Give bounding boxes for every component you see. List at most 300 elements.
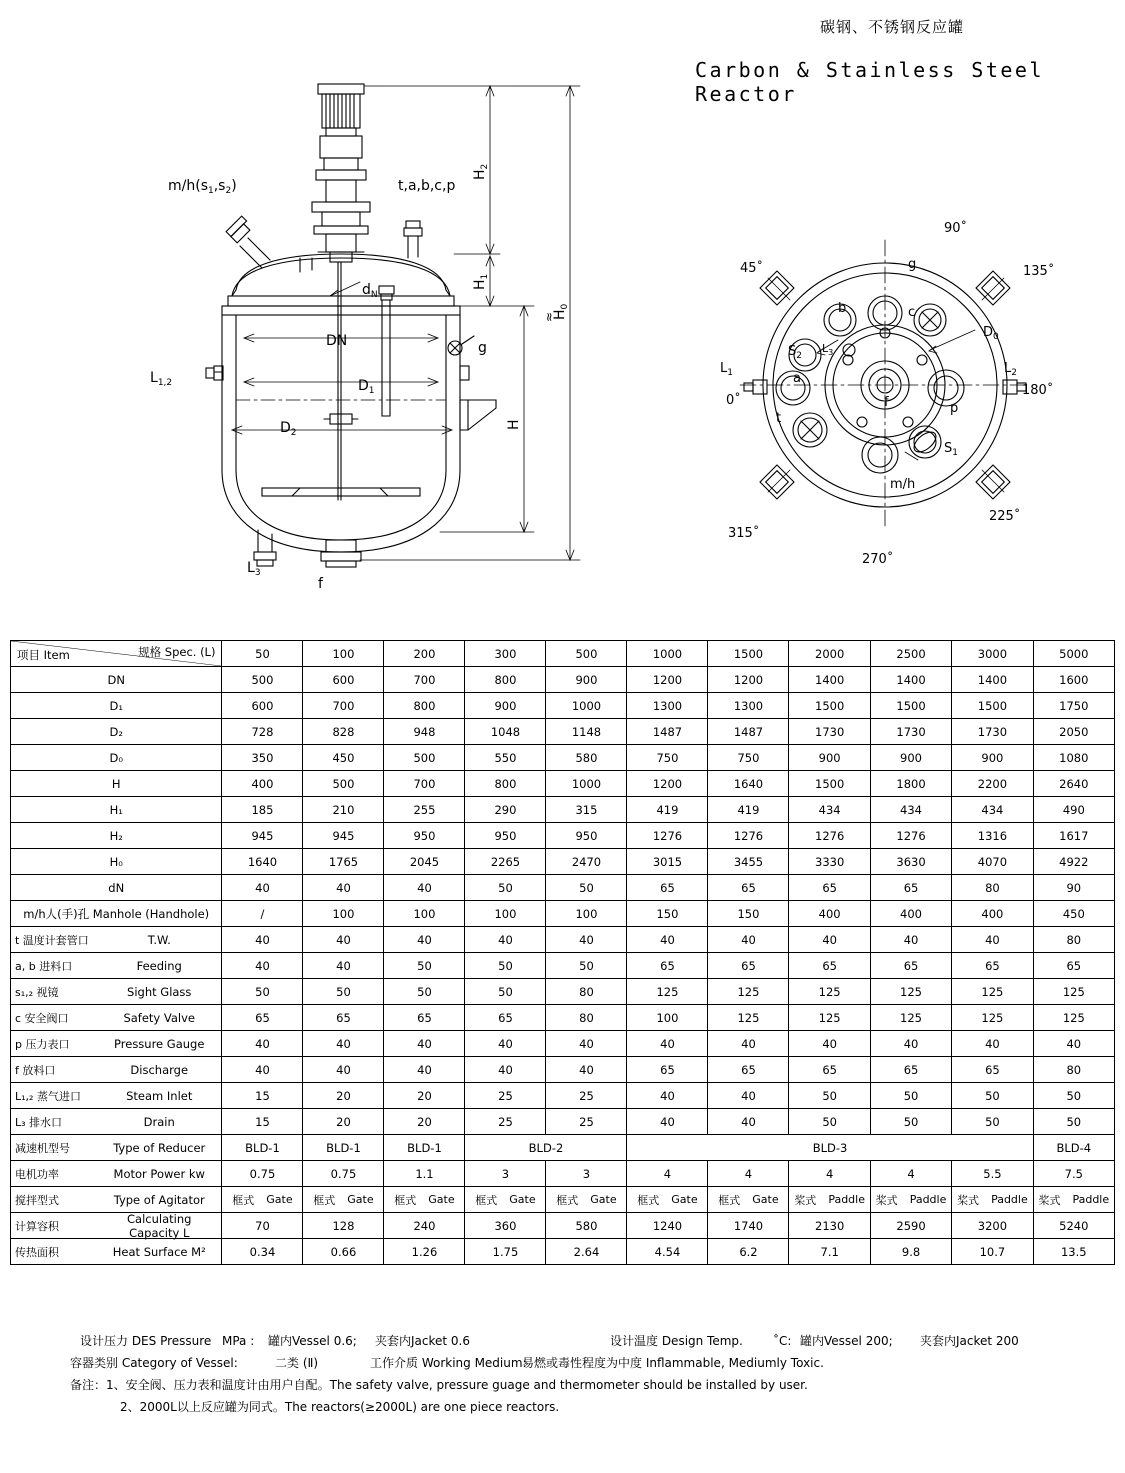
table-cell: 25	[546, 1083, 627, 1109]
table-cell: 80	[546, 979, 627, 1005]
table-cell: 40	[384, 1057, 465, 1083]
table-cell: 700	[384, 771, 465, 797]
table-cell: 400	[789, 901, 870, 927]
table-cell: 50	[1033, 1109, 1114, 1135]
table-cell: 80	[952, 875, 1033, 901]
table-cell: 40	[303, 875, 384, 901]
table-cell: 2470	[546, 849, 627, 875]
table-cell: 40	[627, 1031, 708, 1057]
table-cell: 125	[789, 1005, 870, 1031]
table-row	[11, 927, 1115, 953]
table-cell: 580	[546, 1213, 627, 1239]
table-cell: 400	[222, 771, 303, 797]
page-title-en: Carbon & Stainless Steel Reactor	[695, 58, 1044, 106]
table-cell: 900	[789, 745, 870, 771]
table-row	[11, 953, 1115, 979]
svg-text:225˚: 225˚	[989, 509, 1021, 524]
svg-text:dN: $d_N$	[362, 282, 378, 300]
table-cell: 1740	[708, 1213, 789, 1239]
note-category-value: 二类 (Ⅱ)	[275, 1356, 319, 1370]
spec-header-label: 规格 Spec. (L)	[138, 645, 216, 659]
table-cell: 950	[465, 823, 546, 849]
table-cell: 125	[952, 979, 1033, 1005]
table-cell: 15	[222, 1083, 303, 1109]
table-cell: 945	[222, 823, 303, 849]
table-cell: 1400	[789, 667, 870, 693]
column-header: 1000	[627, 641, 708, 667]
svg-text:g: g	[478, 340, 487, 356]
front-view-reactor	[206, 84, 580, 567]
table-cell: 65	[465, 1005, 546, 1031]
notes-block	[10, 1330, 1115, 1418]
column-header: 5000	[1033, 641, 1114, 667]
svg-text:H2: $H_2$	[472, 163, 490, 180]
svg-text:180˚: 180˚	[1022, 383, 1054, 398]
table-cell: 50	[384, 953, 465, 979]
table-cell: 65	[952, 953, 1033, 979]
table-cell: 15	[222, 1109, 303, 1135]
table-cell: 3	[546, 1161, 627, 1187]
table-row-capacity	[11, 1213, 1115, 1239]
table-cell: 0.34	[222, 1239, 303, 1265]
table-cell: 65	[1033, 953, 1114, 979]
table-cell: 桨式 Paddle	[789, 1187, 870, 1213]
table-cell: 1.75	[465, 1239, 546, 1265]
table-cell: 65	[870, 953, 951, 979]
table-cell: 25	[546, 1109, 627, 1135]
table-cell: BLD-1	[303, 1135, 384, 1161]
table-cell: 80	[1033, 1057, 1114, 1083]
table-cell: 450	[303, 745, 384, 771]
table-cell: 1.1	[384, 1161, 465, 1187]
table-cell: 900	[546, 667, 627, 693]
table-cell: 1730	[789, 719, 870, 745]
table-cell: 框式 Gate	[546, 1187, 627, 1213]
svg-text:315˚: 315˚	[728, 526, 760, 541]
table-cell: 65	[384, 1005, 465, 1031]
row-header: a, b 进料口 Feeding	[11, 953, 222, 979]
table-cell: 80	[546, 1005, 627, 1031]
row-header: D₀	[11, 745, 222, 771]
table-cell: 40	[952, 1031, 1033, 1057]
table-cell: 1240	[627, 1213, 708, 1239]
spec-table	[10, 640, 1115, 1265]
table-cell: 40	[222, 1031, 303, 1057]
table-cell: 1400	[952, 667, 1033, 693]
svg-text:g: g	[908, 257, 917, 272]
table-cell: 40	[222, 953, 303, 979]
svg-text:H1: $H_1$	[472, 273, 490, 290]
table-cell: 500	[303, 771, 384, 797]
table-row	[11, 667, 1115, 693]
svg-text:S1: $S_1$	[944, 441, 958, 458]
table-cell: 40	[870, 1031, 951, 1057]
table-cell: 1276	[789, 823, 870, 849]
table-cell: 桨式 Paddle	[952, 1187, 1033, 1213]
table-row	[11, 823, 1115, 849]
table-corner-cell	[11, 641, 222, 667]
table-cell: 350	[222, 745, 303, 771]
svg-text:f: f	[318, 576, 323, 592]
table-cell: 40	[384, 1031, 465, 1057]
table-cell: 419	[627, 797, 708, 823]
table-cell: 40	[789, 927, 870, 953]
table-cell: 1600	[1033, 667, 1114, 693]
table-cell: 1200	[627, 667, 708, 693]
svg-text:135˚: 135˚	[1023, 264, 1055, 279]
table-cell: 0.66	[303, 1239, 384, 1265]
row-header: 减速机型号 Type of Reducer	[11, 1135, 222, 1161]
table-cell: 1300	[708, 693, 789, 719]
page-title-cn: 碳钢、不锈钢反应罐	[820, 18, 965, 36]
table-cell: 125	[870, 1005, 951, 1031]
table-cell: 65	[303, 1005, 384, 1031]
column-header: 300	[465, 641, 546, 667]
table-cell: 750	[627, 745, 708, 771]
table-cell: 550	[465, 745, 546, 771]
column-header: 100	[303, 641, 384, 667]
table-cell: 5240	[1033, 1213, 1114, 1239]
table-cell: /	[222, 901, 303, 927]
table-cell: 3630	[870, 849, 951, 875]
table-row-motor	[11, 1161, 1115, 1187]
table-cell: 950	[546, 823, 627, 849]
table-cell: 750	[708, 745, 789, 771]
table-cell: 240	[384, 1213, 465, 1239]
note-vessel-pressure: 罐内Vessel 0.6;	[268, 1334, 357, 1348]
top-view-reactor	[740, 240, 1030, 530]
table-cell: 20	[384, 1083, 465, 1109]
svg-text:S2: $S_2$	[788, 344, 802, 361]
row-header: 搅拌型式 Type of Agitator	[11, 1187, 222, 1213]
table-cell: 125	[1033, 979, 1114, 1005]
table-cell: 65	[222, 1005, 303, 1031]
table-cell: 1730	[870, 719, 951, 745]
table-cell: 50	[1033, 1083, 1114, 1109]
table-cell: 125	[708, 1005, 789, 1031]
table-row-agitator	[11, 1187, 1115, 1213]
table-cell: 100	[627, 1005, 708, 1031]
table-cell: 1000	[546, 693, 627, 719]
table-cell: 40	[384, 875, 465, 901]
svg-text:D1: $D_1$	[358, 378, 375, 396]
note-remark-2: 2、2000L以上反应罐为同式。The reactors(≥2000L) are one piece reactors.	[120, 1400, 560, 1414]
table-cell: 125	[708, 979, 789, 1005]
table-cell: 2.64	[546, 1239, 627, 1265]
table-cell: 40	[303, 1057, 384, 1083]
svg-text:≈: ≈	[542, 311, 556, 322]
table-cell: 50	[870, 1083, 951, 1109]
svg-text:D2: $D_2$	[280, 420, 297, 438]
table-cell: 828	[303, 719, 384, 745]
svg-text:H: H	[506, 419, 522, 430]
table-cell: 65	[789, 875, 870, 901]
svg-text:0˚: 0˚	[726, 393, 741, 408]
column-header: 2000	[789, 641, 870, 667]
table-cell: 65	[870, 1057, 951, 1083]
table-cell: 1487	[708, 719, 789, 745]
table-cell: BLD-2	[465, 1135, 627, 1161]
table-cell: BLD-1	[384, 1135, 465, 1161]
table-row	[11, 1005, 1115, 1031]
table-cell: 150	[708, 901, 789, 927]
table-cell: 4	[627, 1161, 708, 1187]
table-cell: 50	[789, 1083, 870, 1109]
table-cell: 900	[465, 693, 546, 719]
table-row	[11, 901, 1115, 927]
note-jacket-temp: 夹套内Jacket 200	[920, 1334, 1019, 1348]
table-cell: 4	[708, 1161, 789, 1187]
column-header: 1500	[708, 641, 789, 667]
row-header: L₁,₂ 蒸气进口 Steam Inlet	[11, 1083, 222, 1109]
table-cell: 25	[465, 1083, 546, 1109]
table-cell: BLD-4	[1033, 1135, 1114, 1161]
table-cell: 2130	[789, 1213, 870, 1239]
table-cell: 1765	[303, 849, 384, 875]
table-cell: 40	[627, 1109, 708, 1135]
table-cell: 210	[303, 797, 384, 823]
table-cell: 40	[870, 927, 951, 953]
table-cell: 600	[303, 667, 384, 693]
table-cell: 800	[384, 693, 465, 719]
table-cell: 1200	[708, 667, 789, 693]
table-cell: 65	[627, 953, 708, 979]
svg-text:t: t	[776, 411, 782, 426]
table-cell: 框式 Gate	[303, 1187, 384, 1213]
table-cell: 40	[546, 927, 627, 953]
table-cell: 40	[627, 927, 708, 953]
note-mpa: MPa :	[222, 1334, 255, 1348]
table-cell: 1000	[546, 771, 627, 797]
table-cell: 1750	[1033, 693, 1114, 719]
table-cell: 40	[222, 927, 303, 953]
table-cell: 434	[870, 797, 951, 823]
table-cell: 65	[627, 875, 708, 901]
note-remark-1: 备注：1、安全阀、压力表和温度计由用户自配。The safety valve, pressure guage and thermometer should be installed by user.	[70, 1378, 808, 1392]
table-cell: 40	[303, 927, 384, 953]
table-cell: 10.7	[952, 1239, 1033, 1265]
table-cell: 800	[465, 667, 546, 693]
table-cell: 3	[465, 1161, 546, 1187]
table-cell: 40	[546, 1057, 627, 1083]
row-header: c 安全阀口 Safety Valve	[11, 1005, 222, 1031]
table-cell: 1500	[952, 693, 1033, 719]
note-vessel-temp: 罐内Vessel 200;	[800, 1334, 893, 1348]
svg-text:L3: $L_3$	[247, 560, 261, 578]
table-cell: 185	[222, 797, 303, 823]
table-cell: 800	[465, 771, 546, 797]
table-cell: BLD-1	[222, 1135, 303, 1161]
table-cell: 945	[303, 823, 384, 849]
svg-text:m/h(s1,s2): $m/h(s_1,s_2)$	[168, 178, 237, 196]
table-cell: 65	[789, 953, 870, 979]
table-cell: 框式 Gate	[708, 1187, 789, 1213]
svg-text:b: b	[838, 301, 847, 316]
table-cell: 434	[952, 797, 1033, 823]
table-cell: 50	[465, 979, 546, 1005]
table-cell: 4.54	[627, 1239, 708, 1265]
table-cell: 50	[952, 1083, 1033, 1109]
row-header: H₁	[11, 797, 222, 823]
table-row-heat-surface	[11, 1239, 1115, 1265]
table-cell: 500	[222, 667, 303, 693]
table-cell: 65	[708, 875, 789, 901]
note-degc: ˚C:	[773, 1334, 792, 1348]
table-cell: 450	[1033, 901, 1114, 927]
table-cell: 900	[870, 745, 951, 771]
note-des-pressure: 设计压力 DES Pressure	[80, 1334, 212, 1348]
note-medium-value: 易燃或毒性程度为中度 Inflammable, Mediumly Toxic.	[522, 1356, 824, 1370]
table-cell: 50	[546, 875, 627, 901]
table-cell: 6.2	[708, 1239, 789, 1265]
table-cell: 40	[222, 875, 303, 901]
row-header: 传热面积 Heat Surface M²	[11, 1239, 222, 1265]
row-header: L₃ 排水口 Drain	[11, 1109, 222, 1135]
row-header: dN	[11, 875, 222, 901]
table-cell: 40	[465, 1057, 546, 1083]
svg-text:90˚: 90˚	[944, 221, 968, 236]
table-cell: 40	[384, 927, 465, 953]
table-cell: 65	[789, 1057, 870, 1083]
table-cell: 400	[870, 901, 951, 927]
table-cell: 290	[465, 797, 546, 823]
table-cell: 500	[384, 745, 465, 771]
table-cell: 1500	[789, 693, 870, 719]
svg-text:f: f	[884, 395, 889, 410]
table-cell: 40	[708, 1031, 789, 1057]
svg-text:L2: $L_2$	[1004, 361, 1017, 378]
table-cell: 框式 Gate	[384, 1187, 465, 1213]
table-cell: 40	[303, 1031, 384, 1057]
table-row	[11, 849, 1115, 875]
table-cell: 50	[952, 1109, 1033, 1135]
table-cell: 3455	[708, 849, 789, 875]
table-cell: 7.5	[1033, 1161, 1114, 1187]
table-cell: 125	[789, 979, 870, 1005]
table-cell: 950	[384, 823, 465, 849]
table-cell: 4922	[1033, 849, 1114, 875]
table-cell: 40	[789, 1031, 870, 1057]
table-cell: 5.5	[952, 1161, 1033, 1187]
table-cell: 50	[465, 875, 546, 901]
table-cell: 900	[952, 745, 1033, 771]
table-cell: 50	[384, 979, 465, 1005]
table-cell: 2590	[870, 1213, 951, 1239]
column-header: 200	[384, 641, 465, 667]
table-cell: 728	[222, 719, 303, 745]
row-header: 计算容积 Calculating Capacity L	[11, 1213, 222, 1239]
table-cell: 150	[627, 901, 708, 927]
table-cell: 3200	[952, 1213, 1033, 1239]
svg-text:a: a	[793, 371, 801, 386]
table-cell: 20	[384, 1109, 465, 1135]
svg-text:t,a,b,c,p: t,a,b,c,p	[398, 178, 456, 194]
note-working-medium: 工作介质 Working Medium:	[370, 1356, 527, 1370]
row-header: t 温度计套管口 T.W.	[11, 927, 222, 953]
table-cell: 434	[789, 797, 870, 823]
table-row-reducer	[11, 1135, 1115, 1161]
table-cell: 90	[1033, 875, 1114, 901]
table-cell: 4070	[952, 849, 1033, 875]
table-cell: 700	[384, 667, 465, 693]
table-row	[11, 719, 1115, 745]
table-cell: 65	[708, 1057, 789, 1083]
column-header: 500	[546, 641, 627, 667]
note-design-temp: 设计温度 Design Temp.	[610, 1334, 743, 1348]
table-cell: 40	[465, 927, 546, 953]
svg-text:m/h: m/h	[890, 477, 916, 492]
table-row	[11, 1109, 1115, 1135]
table-cell: 1080	[1033, 745, 1114, 771]
table-cell: 4	[789, 1161, 870, 1187]
svg-text:DN: DN	[326, 333, 348, 349]
table-cell: 700	[303, 693, 384, 719]
table-cell: 桨式 Paddle	[1033, 1187, 1114, 1213]
table-cell: 125	[870, 979, 951, 1005]
table-cell: 600	[222, 693, 303, 719]
table-cell: 40	[546, 1031, 627, 1057]
item-header-label: 项目 Item	[17, 648, 70, 662]
table-row	[11, 979, 1115, 1005]
note-jacket-pressure: 夹套内Jacket 0.6	[375, 1334, 470, 1348]
table-cell: 50	[303, 979, 384, 1005]
table-cell: 80	[1033, 927, 1114, 953]
table-cell: 框式 Gate	[627, 1187, 708, 1213]
table-cell: 20	[303, 1083, 384, 1109]
table-cell: 1730	[952, 719, 1033, 745]
table-cell: 100	[465, 901, 546, 927]
row-header: H₂	[11, 823, 222, 849]
svg-text:H0: $H_0$	[552, 303, 570, 320]
table-cell: 1316	[952, 823, 1033, 849]
table-cell: 1617	[1033, 823, 1114, 849]
svg-text:270˚: 270˚	[862, 552, 894, 567]
table-cell: 40	[952, 927, 1033, 953]
table-cell: 40	[708, 927, 789, 953]
table-cell: 50	[546, 953, 627, 979]
table-cell: 20	[303, 1109, 384, 1135]
table-cell: 65	[627, 1057, 708, 1083]
table-cell: 400	[952, 901, 1033, 927]
svg-text:L1,2: $L_{1,2}$	[150, 370, 173, 388]
svg-text:D0: $D_0$	[983, 325, 999, 342]
table-cell: 315	[546, 797, 627, 823]
table-row	[11, 771, 1115, 797]
table-cell: 70	[222, 1213, 303, 1239]
table-cell: 128	[303, 1213, 384, 1239]
table-cell: BLD-3	[627, 1135, 1033, 1161]
table-row	[11, 875, 1115, 901]
row-header: H	[11, 771, 222, 797]
table-cell: 13.5	[1033, 1239, 1114, 1265]
table-cell: 40	[222, 1057, 303, 1083]
table-cell: 40	[465, 1031, 546, 1057]
table-cell: 100	[384, 901, 465, 927]
svg-text:p: p	[950, 401, 959, 416]
svg-text:L3: $L_3$	[822, 342, 834, 357]
table-cell: 125	[627, 979, 708, 1005]
row-header: m/h人(手)孔 Manhole (Handhole)	[11, 901, 222, 927]
table-cell: 65	[952, 1057, 1033, 1083]
table-cell: 40	[708, 1109, 789, 1135]
table-cell: 4	[870, 1161, 951, 1187]
table-row	[11, 1031, 1115, 1057]
table-row	[11, 745, 1115, 771]
table-cell: 1148	[546, 719, 627, 745]
table-cell: 1800	[870, 771, 951, 797]
table-cell: 0.75	[222, 1161, 303, 1187]
table-cell: 1300	[627, 693, 708, 719]
